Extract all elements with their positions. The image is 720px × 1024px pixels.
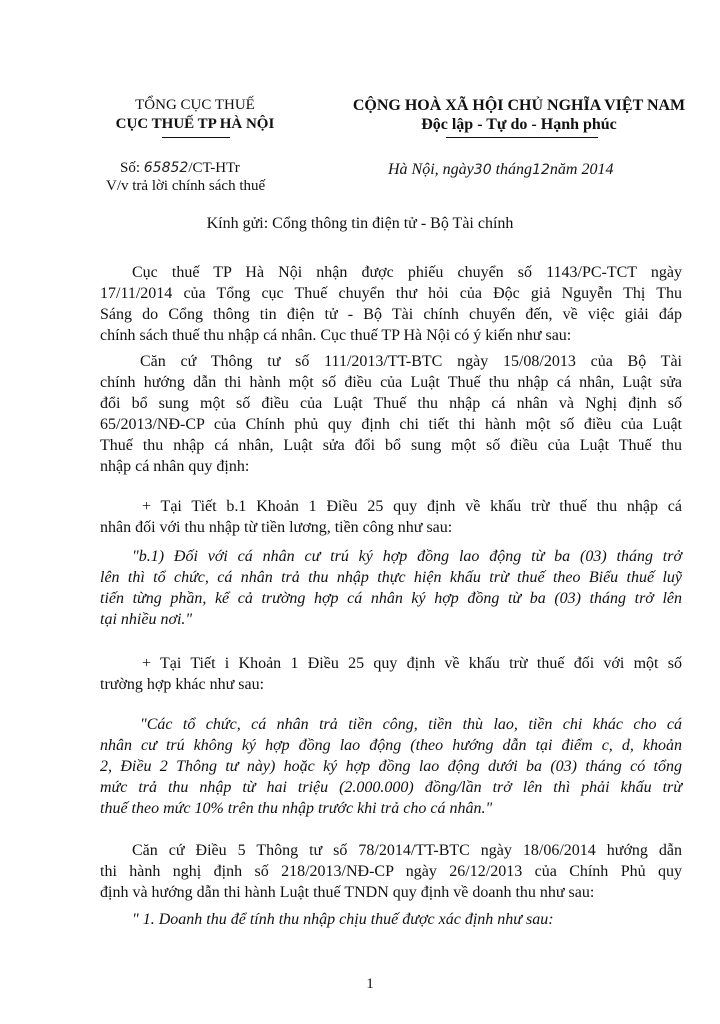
document-number xyxy=(120,160,240,177)
text-line: chính sách thuế thu nhập cá nhân. Cục thuế TP Hà Nội có ý kiến như sau: xyxy=(100,327,572,344)
doc-no-label: Số: xyxy=(120,160,141,176)
text-line: đổi bổ sung một số điều của Luật Thuế thu nhập cá nhân và Nghị định số xyxy=(100,395,682,412)
date-year: năm 2014 xyxy=(549,161,614,178)
text-line: thi hành nghị định số 218/2013/NĐ-CP ngày 26/12/2013 của Chính Phủ quy xyxy=(100,863,682,880)
text-line: 2, Điều 2 Thông tư này) hoặc ký hợp đồng lao động dưới ba (03) tháng có tổng xyxy=(100,758,682,775)
national-header xyxy=(318,96,720,134)
paragraph-article-25-i xyxy=(100,653,682,695)
text-line: Căn cứ Thông tư số 111/2013/TT-BTC ngày 15/08/2013 của Bộ Tài xyxy=(140,353,682,370)
text-line: định và hướng dẫn thi hành Luật thuế TNDN quy định về doanh thu như sau: xyxy=(100,884,595,901)
text-line: Sáng do Cổng thông tin điện tử - Bộ Tài chính chuyển đến, về việc giải đáp xyxy=(100,306,682,323)
text-line: nhập cá nhân quy định: xyxy=(100,458,250,475)
text-line: trường hợp khác như sau: xyxy=(100,676,265,693)
text-line: nhân đối với thu nhập từ tiền lương, tiền công như sau: xyxy=(100,519,453,536)
issuer-underline xyxy=(162,137,230,138)
text-line: chính hướng dẫn thi hành một số điều của Luật Thuế thu nhập cá nhân, Luật sửa xyxy=(100,374,682,391)
country-name: CỘNG HOÀ XÃ HỘI CHỦ NGHĨA VIỆT NAM xyxy=(352,97,686,114)
recipient-line: Kính gửi: Cổng thông tin điện tử - Bộ Tài chính xyxy=(206,215,514,232)
text-line: mức trả thu nhập từ hai triệu (2.000.000) đồng/lần trở lên thì phải khấu trừ xyxy=(100,779,682,796)
text-line: "Các tổ chức, cá nhân trả tiền công, tiền thù lao, tiền chi khác cho cá xyxy=(140,716,682,733)
text-line: tiến từng phần, kể cả trường hợp cá nhân ký hợp đồng từ ba (03) tháng trở lên xyxy=(100,590,682,607)
paragraph-intro xyxy=(100,262,682,346)
doc-no-suffix: /CT-HTr xyxy=(188,160,240,176)
issuer-name: CỤC THUẾ TP HÀ NỘI xyxy=(115,116,275,132)
date-day-handwritten: 30 xyxy=(473,162,492,178)
quote-article-25-i xyxy=(100,714,682,819)
text-line: Căn cứ Điều 5 Thông tư số 78/2014/TT-BTC ngày 18/06/2014 hướng dẫn xyxy=(132,842,682,859)
text-line: 17/11/2014 của Tổng cục Thuế chuyển thư hỏi của Độc giả Nguyễn Thị Thu xyxy=(100,285,682,302)
quote-revenue xyxy=(100,909,682,930)
text-line: Thuế thu nhập cá nhân, Luật sửa đổi bổ sung một số điều của Luật Thuế thu xyxy=(100,437,682,454)
date-month-handwritten: 12 xyxy=(532,162,550,178)
text-line: " 1. Doanh thu để tính thu nhập chịu thuế được xác định như sau: xyxy=(132,911,554,928)
paragraph-article-25-b1 xyxy=(100,496,682,538)
text-line: thuế theo mức 10% trên thu nhập trước khi trả cho cá nhân." xyxy=(100,800,493,817)
text-line: + Tại Tiết i Khoản 1 Điều 25 quy định về khấu trừ thuế đối với một số xyxy=(142,655,682,672)
motto-underline xyxy=(446,137,598,138)
paragraph-legal-basis-2 xyxy=(100,840,682,903)
text-line: 65/2013/NĐ-CP của Chính phủ quy định chi tiết thi hành một số điều của Luật xyxy=(100,416,682,433)
issuer-parent: TỔNG CỤC THUẾ xyxy=(135,97,255,113)
doc-no-handwritten: 65852 xyxy=(143,160,189,176)
date-month-label: tháng xyxy=(495,161,533,178)
text-line: tại nhiều nơi." xyxy=(100,611,193,628)
paragraph-legal-basis-1 xyxy=(100,351,682,477)
text-line: Cục thuế TP Hà Nội nhận được phiếu chuyển số 1143/PC-TCT ngày xyxy=(132,264,682,281)
document-date xyxy=(388,161,613,179)
date-prefix: Hà Nội, ngày xyxy=(388,161,474,178)
text-line: nhân cư trú không ký hợp đồng lao động (theo hướng dẫn tại điểm c, d, khoản xyxy=(100,737,682,754)
quote-b1 xyxy=(100,546,682,630)
text-line: "b.1) Đối với cá nhân cư trú ký hợp đồng lao động từ ba (03) tháng trở xyxy=(132,548,682,565)
document-subject: V/v trả lời chính sách thuế xyxy=(106,178,266,194)
text-line: lên thì tổ chức, cá nhân trả thu nhập thực hiện khấu trừ thuế theo Biểu thuế luỹ xyxy=(100,569,682,586)
issuer-block xyxy=(100,96,290,134)
motto: Độc lập - Tự do - Hạnh phúc xyxy=(421,116,617,133)
text-line: + Tại Tiết b.1 Khoản 1 Điều 25 quy định về khấu trừ thuế thu nhập cá xyxy=(142,498,682,515)
page-number: 1 xyxy=(366,976,374,992)
